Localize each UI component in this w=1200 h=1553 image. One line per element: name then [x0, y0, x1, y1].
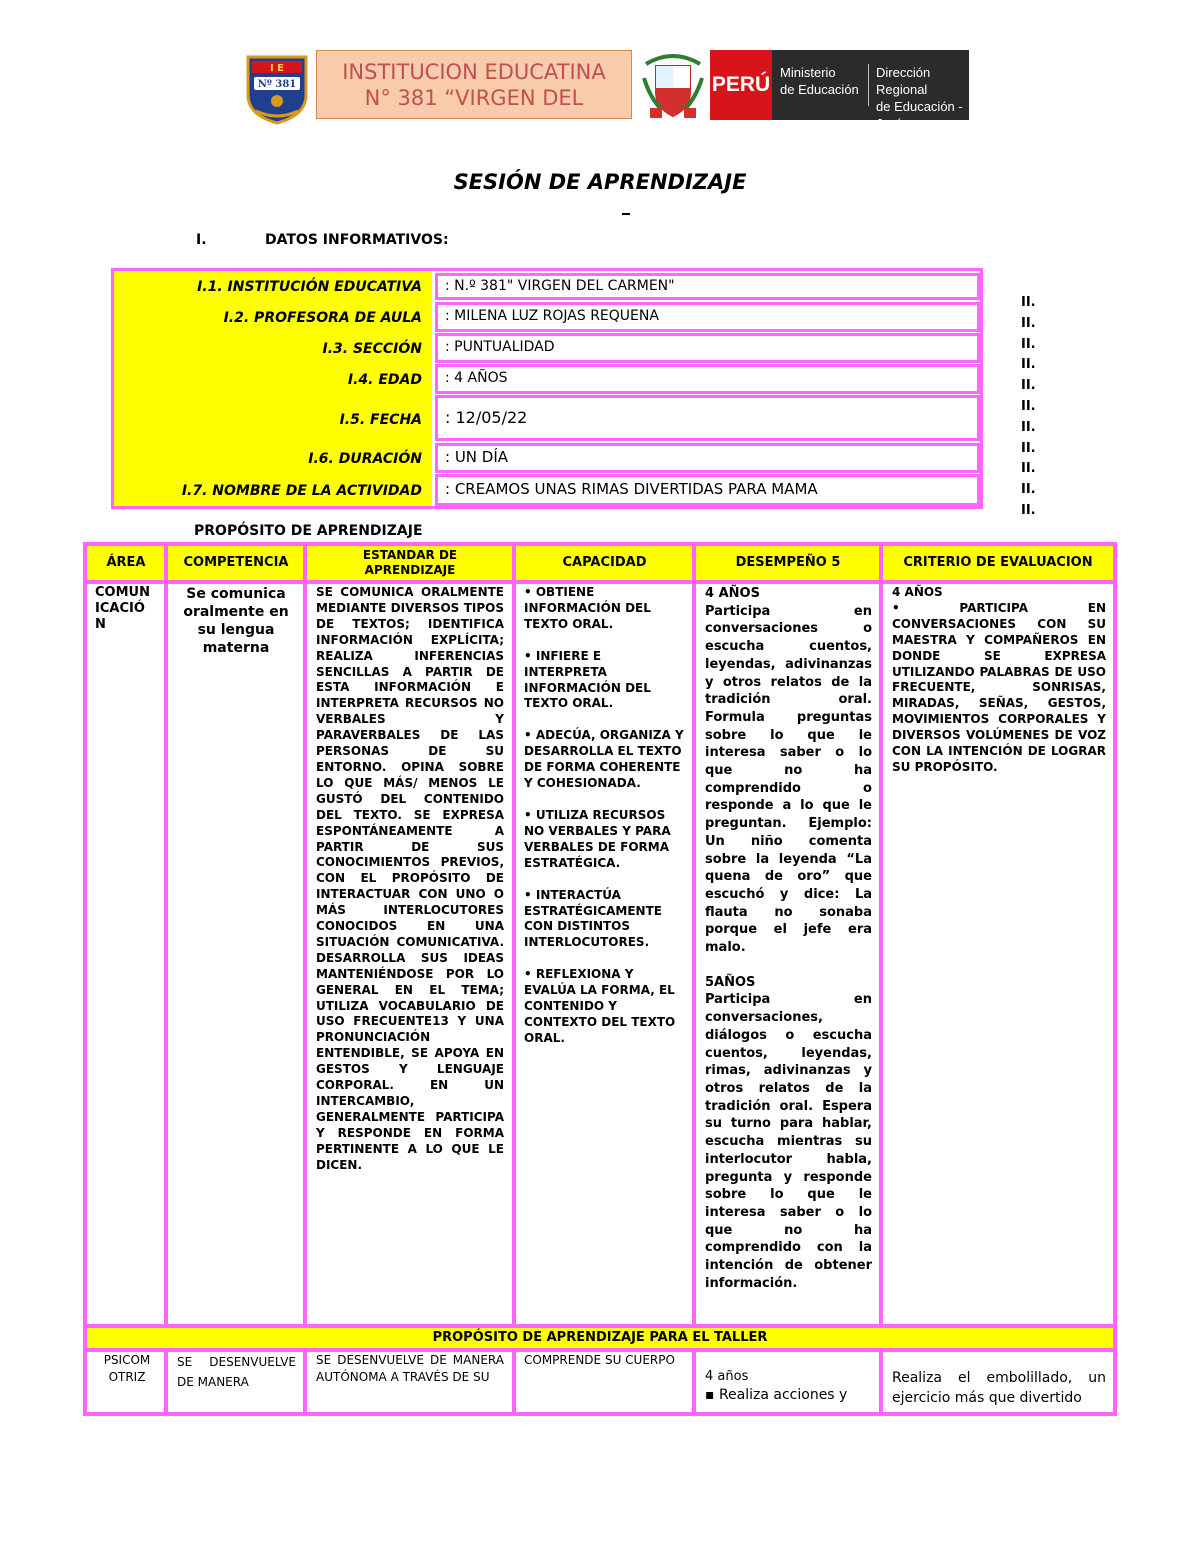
header-competencia: COMPETENCIA [168, 546, 304, 580]
peru-coat-of-arms-icon [640, 48, 706, 120]
capacidad-item: • ADECÚA, ORGANIZA Y DESARROLLA EL TEXTO DE FORMA COHERENTE Y COHESIONADA. [524, 728, 684, 791]
capacidad-item: • OBTIENE INFORMACIÓN DEL TEXTO ORAL. [524, 585, 651, 631]
desempeno-age-5: 5AÑOS [705, 974, 756, 990]
capacidad-item: • INFIERE E INTERPRETA INFORMACIÓN DEL TEXTO ORAL. [524, 648, 651, 711]
datos-label: I.1. INSTITUCIÓN EDUCATIVA [197, 279, 422, 295]
datos-label: I.6. DURACIÓN [308, 451, 422, 467]
header-estandar: ESTANDAR DE APRENDIZAJE [307, 546, 513, 580]
table-border [83, 542, 1117, 546]
logo-number: Nº 381 [257, 79, 297, 90]
desempeno-text-5: Participa en conversaciones, diálogos o escucha cuentos, leyendas, rimas, adivinanzas y otros relatos de la tradición oral. Espera su turno para hablar, escucha mientras su interlocutor habla, pregunta y responde sobre lo que le interesa saber o lo que no ha comprendido con la intención de obtener información. [705, 992, 872, 1291]
regional-label: Dirección Regional de Educación - Junín [876, 65, 963, 131]
table-border [83, 1348, 1117, 1352]
table-border [164, 542, 168, 1328]
roman-numeral: II. [1021, 503, 1036, 518]
capacidad-item: • UTILIZA RECURSOS NO VERBALES Y PARA VERBALES DE FORMA ESTRATÉGICA. [524, 807, 671, 870]
datos-value: : N.º 381" VIRGEN DEL CARMEN" [435, 273, 980, 300]
institution-line-1: INSTITUCION EDUCATINA [342, 60, 606, 84]
taller-capacidad-cell: COMPRENDE SU CUERPO [524, 1353, 675, 1367]
table-border [879, 542, 883, 1328]
header-desempeno: DESEMPEÑO 5 [696, 546, 880, 580]
logo-letters: I E [269, 63, 285, 74]
desempeno-age-4: 4 AÑOS [705, 586, 760, 601]
estandar-cell: SE COMUNICA ORALMENTE MEDIANTE DIVERSOS TIPOS DE TEXTOS; IDENTIFICA INFORMACIÓN EXPLÍCITA; REALIZA INFERENCIAS SENCILLAS A PARTIR DE ESTA INFORMACIÓN E INTERPRETA RECURSOS NO VERBALES Y PARAVERBALES DE LAS PERSONAS DE SU ENTORNO. OPINA SOBRE LO QUE MÁS/ MENOS LE GUSTÓ DEL CONTENIDO DEL TEXTO. SE EXPRESA ESPONTÁNEAMENTE A PARTIR DE SUS CONOCIMIENTOS PREVIOS, CON EL PROPÓSITO DE INTERACTUAR CON UNO O MÁS INTERLOCUTORES CONOCIDOS EN UNA SITUACIÓN COMUNICATIVA. DESARROLLA SUS IDEAS MANTENIÉNDOSE POR LO GENERAL EN EL TEMA; UTILIZA VOCABULARIO DE USO FRECUENTE13 Y UNA PRONUNCIACIÓN ENTENDIBLE, SE APOYA EN GESTOS Y LENGUAJE CORPORAL. EN UN INTERCAMBIO, GENERALMENTE PARTICIPA Y RESPONDE EN FORMA PERTINENTE A LO QUE LE DICEN. [316, 585, 504, 1172]
roman-numeral: II. [1021, 316, 1036, 331]
ministry-logo [710, 50, 969, 131]
header-capacidad: CAPACIDAD [516, 546, 693, 580]
desempeno-cell [705, 585, 872, 1292]
datos-label: I.5. FECHA [339, 412, 422, 428]
roman-numeral: II. [1021, 461, 1036, 476]
datos-value: : PUNTUALIDAD [435, 333, 980, 363]
criterio-text: • PARTICIPA EN CONVERSACIONES CON SU MAESTRA Y COMPAÑEROS EN DONDE SE EXPRESA UTILIZANDO PALABRAS DE USO FRECUENTE, SONRISAS, MIRADAS, SEÑAS, GESTOS, MOVIMIENTOS CORPORALES Y DIVERSOS VOLÚMENES DE VOZ CON LA INTENCIÓN DE LOGRAR SU PROPÓSITO. [892, 600, 1106, 774]
criterio-age: 4 AÑOS [892, 585, 943, 599]
table-border [83, 542, 87, 1416]
table-border [512, 1348, 516, 1416]
taller-title: PROPÓSITO DE APRENDIZAJE PARA EL TALLER [87, 1328, 1113, 1348]
table-border [83, 580, 1117, 584]
roman-numeral: II. [1021, 399, 1036, 414]
section-title: DATOS INFORMATIVOS: [265, 232, 449, 248]
table-border [692, 1348, 696, 1416]
roman-numeral: II. [1021, 420, 1036, 435]
roman-numeral: II. [1021, 441, 1036, 456]
area-cell: COMUN ICACIÓ N [95, 585, 150, 632]
capacidad-item: • REFLEXIONA Y EVALÚA LA FORMA, EL CONTENIDO Y CONTEXTO DEL TEXTO ORAL. [524, 967, 676, 1045]
table-border [164, 1348, 168, 1416]
section-number: I. [196, 232, 207, 248]
roman-numeral: II. [1021, 378, 1036, 393]
taller-estandar-cell: SE DESENVUELVE DE MANERA AUTÓNOMA A TRAVÉS DE SU [316, 1353, 504, 1384]
datos-label: I.4. EDAD [347, 372, 422, 388]
table-border [692, 542, 696, 1328]
datos-value: : MILENA LUZ ROJAS REQUENA [435, 302, 980, 332]
criterio-cell [892, 585, 1106, 776]
taller-competencia-cell: SE DESENVUELVE DE MANERA [177, 1355, 296, 1389]
capacidad-cell [524, 585, 686, 1047]
roman-numeral: II. [1021, 357, 1036, 372]
ministry-label: Ministerio de Educación [780, 65, 859, 97]
datos-value: : 12/05/22 [435, 395, 980, 441]
roman-numeral: II. [1021, 295, 1036, 310]
table-border [83, 1412, 1117, 1416]
peru-brand: PERÚ [710, 50, 772, 120]
desempeno-text-4: Participa en conversaciones o escucha cuentos, leyendas, adivinanzas y otros relatos de la tradición oral. Formula preguntas sobre lo que le interesa saber o lo que no ha comprendido o responde a lo que le preguntan. Ejemplo: Un niño comenta sobre la leyenda “La quena de oro” que escuchó y dice: La flauta no sonaba porque el jefe era malo. [705, 603, 872, 956]
taller-area-cell: PSICOM OTRIZ [103, 1353, 151, 1384]
roman-numeral: II. [1021, 482, 1036, 497]
table-border [1113, 542, 1117, 1416]
page-title: SESIÓN DE APRENDIZAJE [453, 170, 747, 194]
datos-label: I.3. SECCIÓN [322, 341, 422, 357]
datos-value: : CREAMOS UNAS RIMAS DIVERTIDAS PARA MAMA [435, 474, 980, 506]
datos-label: I.7. NOMBRE DE LA ACTIVIDAD [181, 483, 422, 499]
table-border [303, 1348, 307, 1416]
competencia-cell: Se comunica oralmente en su lengua materna [183, 586, 289, 656]
divider-mark [622, 213, 630, 215]
purpose-title: PROPÓSITO DE APRENDIZAJE [194, 523, 423, 539]
table-border [512, 542, 516, 1328]
capacidad-item: • INTERACTÚA ESTRATÉGICAMENTE CON DISTINTOS INTERLOCUTORES. [524, 887, 662, 950]
datos-value: : UN DÍA [435, 443, 980, 473]
table-border [303, 542, 307, 1328]
school-logo [246, 55, 308, 125]
taller-criterio-cell: Realiza el embolillado, un ejercicio más que divertido [892, 1370, 1106, 1406]
institution-line-2: N° 381 “VIRGEN DEL [364, 86, 584, 110]
header-area: ÁREA [87, 546, 165, 580]
table-border [83, 1324, 1117, 1328]
header-criterio: CRITERIO DE EVALUACION [883, 546, 1113, 580]
institution-box [316, 50, 632, 119]
taller-desempeno-cell: 4 años ▪ Realiza acciones y [705, 1369, 848, 1403]
datos-value: : 4 AÑOS [435, 364, 980, 394]
roman-numeral: II. [1021, 337, 1036, 352]
table-border [879, 1348, 883, 1416]
datos-label: I.2. PROFESORA DE AULA [223, 310, 422, 326]
